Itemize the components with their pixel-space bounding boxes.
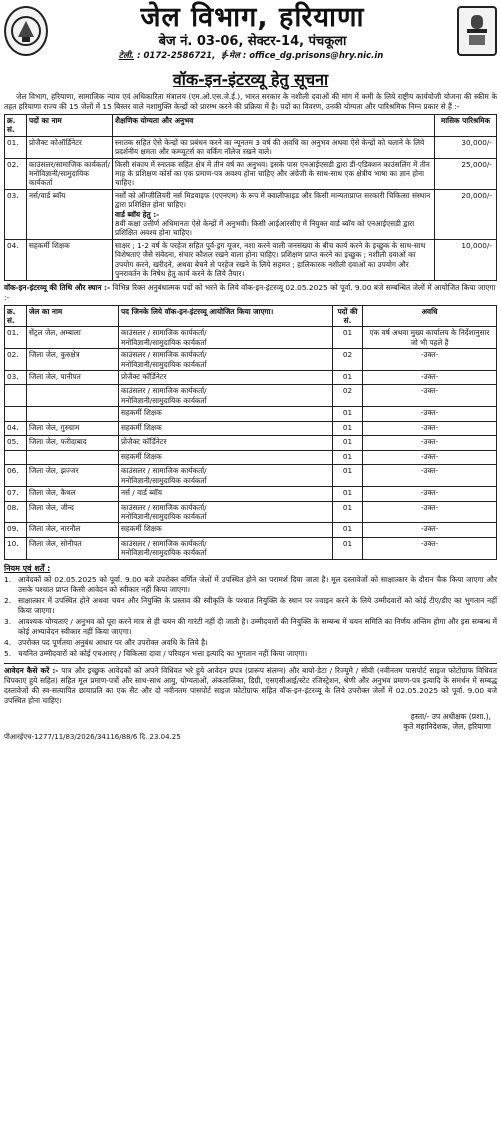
row-count: 01: [333, 370, 363, 385]
rule-item: [4, 617, 497, 637]
table-row: [5, 327, 497, 349]
table-row: [5, 523, 497, 538]
row-jail: जिला जेल, जीन्द: [27, 501, 119, 523]
row-period: -उक्त-: [363, 370, 497, 385]
header-salary: मासिक पारिश्रमिक: [435, 115, 497, 137]
ward-boy-qualification: 8वीं कक्षा उत्तीर्ण अधिमानतः ऐसे केन्द्रों में अनुभवी। किसी आईआरसीए में नियुक्त वार्ड ब्वॉय को एनआईएसडी द्वारा प्रशिक्षित अवश्य होना चाहिए।: [115, 219, 415, 238]
row-serial: 03.: [5, 189, 27, 239]
table-row: [5, 239, 497, 280]
post-line: काउंसलर / सामाजिक कार्यकर्ता/: [121, 502, 207, 512]
row-period: -उक्त-: [363, 385, 497, 407]
department-address: बेज नं. 03-06, सेक्टर-14, पंचकूला: [158, 34, 347, 49]
header-count: पदों की सं.: [333, 305, 363, 327]
rule-item: [4, 638, 497, 648]
row-jail: जिला जेल, झज्जर: [27, 465, 119, 487]
tele-number: : 0172-2586721,: [137, 51, 216, 61]
row-post: काउंसलर/सामाजिक कार्यकर्ता/मनोविज्ञानी/सामुदायिक कार्यकर्ता: [27, 158, 113, 189]
rule-number: 4.: [4, 638, 12, 648]
ward-boy-heading: वार्ड ब्वॉय हेतु :-: [115, 209, 160, 219]
post-line: सहकर्मी शिक्षक: [121, 422, 162, 432]
row-period: -उक्त-: [363, 523, 497, 538]
row-jail: जिला जेल, कुरुक्षेत्र: [27, 349, 119, 371]
row-jail: जिला जेल, सोनीपत: [27, 537, 119, 559]
table-row: [5, 501, 497, 523]
row-posts: [119, 407, 333, 422]
how-to-apply: [4, 663, 497, 706]
header-jail: जेल का नाम: [27, 305, 119, 327]
post-line: मनोविज्ञानी/सामुदायिक कार्यकर्ता: [121, 337, 207, 347]
header-period: अवधि: [363, 305, 497, 327]
rule-number: 5.: [4, 649, 12, 659]
letterhead: [4, 2, 497, 68]
tele-label: टेली.: [118, 51, 135, 61]
row-posts: [119, 421, 333, 436]
header-serial: क्र. सं.: [5, 115, 27, 137]
post-line: काउंसलर / सामाजिक कार्यकर्ता/: [121, 386, 207, 396]
row-serial: 08.: [5, 501, 27, 523]
rule-text: उपरोक्त पद पूर्णतया अनुबंध आधार पर और उपरोक्त अवधि के लिये है।: [18, 638, 208, 648]
row-posts: [119, 370, 333, 385]
row-jail: जिला जेल, नारनौल: [27, 523, 119, 538]
row-salary: 25,000/-: [435, 158, 497, 189]
row-period: -उक्त-: [363, 436, 497, 451]
row-count: 01: [333, 327, 363, 349]
jails-table-header: [5, 305, 497, 327]
header-serial: क्र. सं.: [5, 305, 27, 327]
rule-text: चयनित उम्मीदवारों को कोई एचआरए / चिकित्सा दावा / परिवहन भत्ता इत्यादि का भुगतान नहीं किया जाएगा।: [18, 649, 308, 659]
post-line: सहकर्मी शिक्षक: [121, 408, 162, 418]
notice-title: वॉक-इन-इंटरव्यू हेतु सूचना: [172, 70, 329, 89]
row-count: 01: [333, 501, 363, 523]
row-posts: [119, 327, 333, 349]
row-serial: 04.: [5, 239, 27, 280]
post-line: सहकर्मी शिक्षक: [121, 524, 162, 534]
table-row: [5, 189, 497, 239]
row-posts: [119, 501, 333, 523]
header-posts: पद जिनके लिये वॉक-इन-इंटरव्यू आयोजित किया जाएगा।: [119, 305, 333, 327]
contact-line: [48, 50, 457, 63]
row-serial: 06.: [5, 465, 27, 487]
post-line: काउंसलर / सामाजिक कार्यकर्ता/: [121, 466, 207, 476]
row-count: 01: [333, 523, 363, 538]
row-posts: [119, 385, 333, 407]
row-period: -उक्त-: [363, 421, 497, 436]
row-jail: सेंट्रल जेल, अम्बाला: [27, 327, 119, 349]
signature-line-2: कृते महानिदेशक, जेल, हरियाणा: [403, 722, 491, 732]
apply-text: पात्र और इच्छुक आवेदकों को अपने विधिवत भरे हुये आवेदन प्रपत्र (प्रारूप संलग्न) और बायो-डेटा / रिज्यूमे / सीवी (नवीनतम पासपोर्ट साइज फोटोग्राफ विधिवत चिपकाए हुये सहित) सहित मूल प्रमाण-पत्रों और साथ-साथ आयु, योग्यताओं, अंकतालिका, डिग्री, एसएसीआई/स्टेट रजिस्ट्रेशन, श्रेणी और अनुभव प्रमाण-पत्र इत्यादि के समर्थन में सम्बद्ध दस्तावेजों की स्व-सत्यापित छायाप्रति का एक सैट और दो नवीनतम पासपोर्ट साइज फोटोग्राफ सहित वॉक-इन-इंटरव्यू के लिये उपरोक्त जेलों में 02.05.2025 को पूर्वा. 9.00 बजे उपस्थित होना चाहिए।: [4, 666, 497, 706]
row-period: -उक्त-: [363, 501, 497, 523]
row-serial: [5, 450, 27, 465]
row-jail: [27, 407, 119, 422]
row-period: -उक्त-: [363, 487, 497, 502]
row-posts: [119, 349, 333, 371]
row-count: 01: [333, 487, 363, 502]
row-posts: [119, 537, 333, 559]
post-line: मनोविज्ञानी/सामुदायिक कार्यकर्ता: [121, 475, 207, 485]
row-salary: 20,000/-: [435, 189, 497, 239]
row-qualification: स्नातक सहित ऐसे केन्द्रों का प्रबंधन करने का न्यूनतम 3 वर्ष की अवधि का अनुभव अथवा ऐसे केन्द्रों को चलाने के लिये प्रदर्शनीय क्षमता और कम्प्यूटर्स का वर्किंग नॉलेज रखने वाले।: [113, 136, 435, 158]
row-serial: 01.: [5, 327, 27, 349]
walkin-schedule: [4, 283, 497, 303]
row-posts: [119, 450, 333, 465]
posts-table-header: [5, 115, 497, 137]
national-emblem-icon: [457, 6, 497, 56]
intro-paragraph: जेल विभाग, हरियाणा, सामाजिक न्याय एवं अधिकारिता मंत्रालय (एम.ओ.एस.जे.ई.), भारत सरकार के नशीली दवाओं की मांग में कमी के लिये राष्ट्रीय कार्ययोजी योजना की स्कीम के तहत हरियाणा राज्य की 15 जेलों में 15 बिस्तर वाले नशामुक्ति केन्द्रों को प्रारम्भ करने की प्रक्रिया में है। पदों का विवरण, उनकी योग्यता और पारिश्रमिक निम्न प्रकार से हैं :-: [4, 92, 497, 111]
table-row: [5, 136, 497, 158]
posts-table: [4, 114, 497, 281]
row-serial: 01.: [5, 136, 27, 158]
row-posts: [119, 487, 333, 502]
table-row: [5, 465, 497, 487]
haryana-emblem-icon: [4, 6, 48, 56]
row-serial: 05.: [5, 436, 27, 451]
rule-number: 1.: [4, 575, 12, 585]
table-row: [5, 349, 497, 371]
row-count: 01: [333, 407, 363, 422]
row-count: 01: [333, 450, 363, 465]
walkin-text: विभिन्न रिक्त अनुबंधात्मक पदों को भरने के लिये वॉक-इन-इंटरव्यू 02.05.2025 को पूर्वा. 9.00 बजे सम्बन्धित जेलों में आयोजित किया जाएगा :-: [4, 282, 496, 302]
row-jail: जिला जेल, फरीदाबाद: [27, 436, 119, 451]
apply-label: आवेदन कैसे करें :-: [4, 666, 59, 676]
row-jail: जिला जेल, कैथल: [27, 487, 119, 502]
signature-block: [4, 712, 497, 732]
row-jail: [27, 450, 119, 465]
jails-table-body: [5, 327, 497, 559]
header-post: पदों का नाम: [27, 115, 113, 137]
row-qualification: [113, 189, 435, 239]
row-posts: [119, 465, 333, 487]
nurse-qualification: नर्सों को ऑग्जीलियरी नर्स मिडवाइफ (एएनएम) के रूप में क्वालीफाइड और किसी मान्यताप्राप्त सरकारी चिकित्सा संस्थान द्वारा प्रशिक्षित होना चाहिए।: [115, 190, 431, 210]
rule-item: [4, 575, 497, 595]
row-posts: [119, 436, 333, 451]
rules-heading: नियम एवं शर्तें :: [4, 563, 51, 573]
row-salary: 30,000/-: [435, 136, 497, 158]
post-line: काउंसलर / सामाजिक कार्यकर्ता/: [121, 538, 207, 548]
post-line: काउंसलर / सामाजिक कार्यकर्ता/: [121, 328, 207, 338]
row-period: -उक्त-: [363, 537, 497, 559]
row-period: -उक्त-: [363, 349, 497, 371]
table-row: [5, 385, 497, 407]
rules-list: [4, 575, 497, 659]
row-count: 02: [333, 349, 363, 371]
table-row: [5, 450, 497, 465]
row-period: -उक्त-: [363, 465, 497, 487]
post-line: काउंसलर / सामाजिक कार्यकर्ता/: [121, 350, 207, 360]
post-line: प्रोजैक्ट कॉर्डिनेटर: [121, 437, 167, 447]
row-count: 01: [333, 421, 363, 436]
row-posts: [119, 523, 333, 538]
post-line: मनोविज्ञानी/सामुदायिक कार्यकर्ता: [121, 548, 207, 558]
row-qualification: साक्षर ; 1-2 वर्ष के परहेज सहित पूर्व-ड्रग यूजर, नशा करने वाली जनसंख्या के बीच कार्य करने के इच्छुक के साथ-साथ विशेषताएं जैसे संवेदना, संचार कौशल रखने वाला होना चाहिए। प्रशिक्षण प्राप्त करने का इच्छुक ; नशीली दवाओं का उपयोग करने, खरीदने, अथवा बेचने से परहेज रखने के लिये सहमत ; हालिकारक नशीली दवाओं का उपयोग और पुनरावर्तन के निषेध हेतु कार्य करने के लिये तैयार।: [113, 239, 435, 280]
row-serial: 02.: [5, 158, 27, 189]
post-line: मनोविज्ञानी/सामुदायिक कार्यकर्ता: [121, 395, 207, 405]
table-row: [5, 407, 497, 422]
row-count: 02: [333, 385, 363, 407]
rule-item: [4, 649, 497, 659]
row-jail: जिला जेल, पानीपत: [27, 370, 119, 385]
rule-number: 3.: [4, 617, 12, 627]
row-serial: 07.: [5, 487, 27, 502]
header-qualification: शैक्षणिक योग्यता और अनुभव: [113, 115, 435, 137]
rule-text: साक्षात्कार में उपस्थित होने अथवा चयन और नियुक्ति के प्रस्ताव की स्वीकृति के पश्चात नियुक्ति के स्थान पर ज्वाइन करने के लिये उम्मीदवारों को कोई टीए/डीए का भुगतान नहीं किया जाएगा।: [18, 596, 497, 616]
row-serial: 03.: [5, 370, 27, 385]
row-post: नर्स/वार्ड ब्वॉय: [27, 189, 113, 239]
table-row: [5, 487, 497, 502]
table-row: [5, 421, 497, 436]
table-row: [5, 436, 497, 451]
row-serial: [5, 407, 27, 422]
row-count: 01: [333, 465, 363, 487]
letterhead-text: [48, 2, 457, 63]
row-count: 01: [333, 537, 363, 559]
table-row: [5, 537, 497, 559]
table-row: [5, 370, 497, 385]
email-label: ई-मेल :: [221, 51, 247, 61]
row-period: -उक्त-: [363, 450, 497, 465]
row-qualification: किसी संकाय में स्नातक सहित क्षेत्र में तीन वर्ष का अनुभव। इसके पास एनआईएसडी द्वारा डी-एडिक्शन काउंसलिंग में तीन माह के प्रशिक्षण कोर्स का एक प्रमाण-पत्र अवश्य होना चाहिए और अंग्रेजी के साथ-साथ एक क्षेत्रीय भाषा का ज्ञान होना चाहिए।: [113, 158, 435, 189]
row-jail: जिला जेल, गुरुग्राम: [27, 421, 119, 436]
department-title: जेल विभाग, हरियाणा: [140, 2, 365, 33]
post-line: सहकर्मी शिक्षक: [121, 451, 162, 461]
row-serial: 09.: [5, 523, 27, 538]
rule-text: आवश्यक योग्यताएं / अनुभव को पूरा करने मात्र से ही चयन की गारंटी नहीं दी जाती है। उम्मीदवारों की नियुक्ति के सम्बन्ध में चयन समिति का निर्णय अन्तिम होगा और इस सम्बन्ध में कोई अभ्यावेदन स्वीकार नहीं किया जाएगा।: [18, 617, 497, 637]
row-serial: [5, 385, 27, 407]
rule-number: 2.: [4, 596, 12, 606]
signature-line-1: हस्ता/- उप अधीक्षक (प्रशा.),: [410, 712, 491, 722]
post-line: मनोविज्ञानी/सामुदायिक कार्यकर्ता: [121, 359, 207, 369]
row-serial: 10.: [5, 537, 27, 559]
row-salary: 10,000/-: [435, 239, 497, 280]
row-post: सहकर्मी शिक्षक: [27, 239, 113, 280]
post-line: नर्स / वार्ड ब्वॉय: [121, 488, 162, 498]
row-count: 01: [333, 436, 363, 451]
rule-text: आवेदकों को 02.05.2025 को पूर्वा. 9.00 बजे उपरोक्त वर्णित जेलों में उपस्थित होने का परामर्श दिया जाता है। मूल दस्तावेजों को साक्षात्कार के दौरान चैक किया जाएगा और उसके पश्चात प्राप्त किसी आवेदन को स्वीकार नहीं किया जाएगा।: [18, 575, 497, 595]
jails-table: [4, 305, 497, 560]
row-post: प्रोजैक्ट कोऑर्डिनेटर: [27, 136, 113, 158]
walkin-label: वॉक-इन-इंटरव्यू की तिथि और स्थान :-: [4, 282, 111, 292]
row-jail: [27, 385, 119, 407]
rule-item: [4, 596, 497, 616]
email-address: office_dg.prisons@hry.nic.in: [249, 51, 384, 61]
row-period: -उक्त-: [363, 407, 497, 422]
post-line: मनोविज्ञानी/सामुदायिक कार्यकर्ता: [121, 511, 207, 521]
table-row: [5, 158, 497, 189]
row-serial: 04.: [5, 421, 27, 436]
row-serial: 02.: [5, 349, 27, 371]
row-period: एक वर्ष अथवा मुख्य कार्यालय के निर्देशानुसार जो भी पहले है: [363, 327, 497, 349]
footer-reference: पीआरईएच-1277/11/83/2026/34116/88/6 दि. 23.04.25: [4, 733, 181, 742]
post-line: प्रोजैक्ट कॉर्डिनेटर: [121, 371, 167, 381]
